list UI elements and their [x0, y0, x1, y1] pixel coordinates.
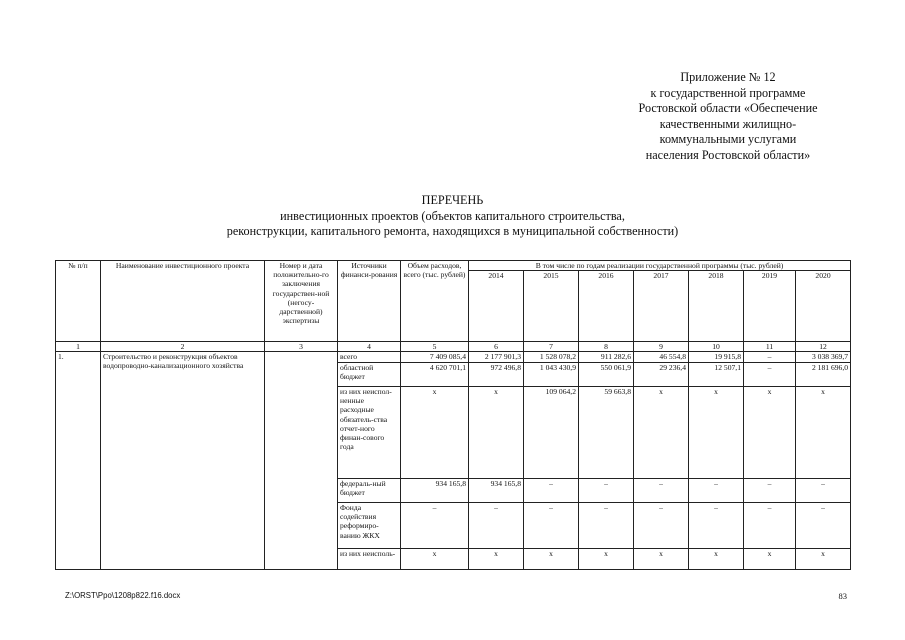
value-cell: 1 528 078,2	[524, 352, 579, 363]
value-cell: 550 061,9	[579, 363, 634, 387]
appendix-line: к государственной программе	[650, 85, 806, 100]
value-cell: 934 165,8	[401, 479, 469, 503]
appendix-block	[613, 70, 843, 164]
header-year: 2017	[634, 271, 689, 342]
header-year: 2014	[469, 271, 524, 342]
value-cell: –	[744, 363, 796, 387]
column-index: 9	[634, 342, 689, 352]
column-index: 5	[401, 342, 469, 352]
value-cell: х	[689, 549, 744, 570]
column-index: 11	[744, 342, 796, 352]
funding-source: Фонда содействия реформиро-ванию ЖКХ	[338, 503, 401, 549]
column-index: 12	[796, 342, 851, 352]
column-index: 6	[469, 342, 524, 352]
funding-source: из них неисполь-	[338, 549, 401, 570]
value-cell: 911 282,6	[579, 352, 634, 363]
value-cell: –	[524, 479, 579, 503]
header-years-group: В том числе по годам реализации государственной программы (тыс. рублей)	[469, 261, 851, 271]
value-cell: 109 064,2	[524, 387, 579, 479]
value-cell: 3 038 369,7	[796, 352, 851, 363]
column-index: 1	[56, 342, 101, 352]
investment-projects-table	[55, 260, 851, 570]
value-cell: х	[469, 549, 524, 570]
value-cell: –	[689, 479, 744, 503]
value-cell: х	[634, 387, 689, 479]
header-year: 2015	[524, 271, 579, 342]
value-cell: х	[401, 549, 469, 570]
header-row	[56, 261, 851, 271]
value-cell: х	[689, 387, 744, 479]
funding-source: всего	[338, 352, 401, 363]
funding-source: федераль-ный бюджет	[338, 479, 401, 503]
header-num: № п/п	[56, 261, 101, 342]
value-cell: х	[744, 549, 796, 570]
header-name: Наименование инвестиционного проекта	[101, 261, 265, 342]
header-expertise: Номер и дата положительно-го заключения государствен-ной (негосу-дарственной) экспертизы	[265, 261, 338, 342]
value-cell: –	[524, 503, 579, 549]
header-total: Объем расходов, всего (тыс. рублей)	[401, 261, 469, 342]
appendix-line: качественными жилищно-	[659, 116, 797, 131]
value-cell: –	[469, 503, 524, 549]
value-cell: х	[634, 549, 689, 570]
value-cell: 1 043 430,9	[524, 363, 579, 387]
column-index: 3	[265, 342, 338, 352]
value-cell: 2 177 901,3	[469, 352, 524, 363]
value-cell: –	[401, 503, 469, 549]
title-line-2: реконструкции, капитального ремонта, находящихся в муниципальной собственности)	[226, 224, 679, 239]
value-cell: 7 409 085,4	[401, 352, 469, 363]
value-cell: –	[634, 503, 689, 549]
value-cell: х	[744, 387, 796, 479]
project-num: 1.	[56, 352, 101, 570]
header-year: 2018	[689, 271, 744, 342]
project-expertise	[265, 352, 338, 570]
funding-source: областной бюджет	[338, 363, 401, 387]
value-cell: 46 554,8	[634, 352, 689, 363]
value-cell: –	[689, 503, 744, 549]
value-cell: х	[579, 549, 634, 570]
project-name: Строительство и реконструкция объектов водопроводно-канализационного хозяйства	[101, 352, 265, 570]
column-index: 7	[524, 342, 579, 352]
table-row	[56, 352, 851, 363]
header-year: 2020	[796, 271, 851, 342]
column-index: 2	[101, 342, 265, 352]
header-year: 2019	[744, 271, 796, 342]
funding-source: из них неиспол-ненные расходные обязатель-ства отчет-ного финан-сового года	[338, 387, 401, 479]
value-cell: 2 181 696,0	[796, 363, 851, 387]
value-cell: х	[401, 387, 469, 479]
column-index: 4	[338, 342, 401, 352]
value-cell: –	[579, 479, 634, 503]
value-cell: 934 165,8	[469, 479, 524, 503]
document-title	[0, 193, 905, 240]
value-cell: –	[796, 479, 851, 503]
column-index-row	[56, 342, 851, 352]
value-cell: –	[634, 479, 689, 503]
value-cell: х	[796, 387, 851, 479]
footer-file-path: Z:\ORST\Ppo\1208p822.f16.docx	[65, 591, 181, 600]
value-cell: –	[744, 479, 796, 503]
appendix-line: Приложение № 12	[680, 70, 776, 84]
appendix-line: населения Ростовской области»	[645, 147, 811, 162]
value-cell: х	[469, 387, 524, 479]
column-index: 8	[579, 342, 634, 352]
column-index: 10	[689, 342, 744, 352]
appendix-line: коммунальными услугами	[659, 132, 797, 147]
value-cell: 29 236,4	[634, 363, 689, 387]
header-year: 2016	[579, 271, 634, 342]
value-cell: 4 620 701,1	[401, 363, 469, 387]
value-cell: –	[744, 352, 796, 363]
appendix-line: Ростовской области «Обеспечение	[638, 101, 818, 116]
value-cell: х	[796, 549, 851, 570]
title-heading: ПЕРЕЧЕНЬ	[421, 193, 484, 207]
value-cell: –	[796, 503, 851, 549]
value-cell: 59 663,8	[579, 387, 634, 479]
value-cell: 972 496,8	[469, 363, 524, 387]
value-cell: –	[744, 503, 796, 549]
footer-page-number: 83	[838, 591, 847, 601]
header-source: Источники финанси-рования	[338, 261, 401, 342]
value-cell: 12 507,1	[689, 363, 744, 387]
value-cell: –	[579, 503, 634, 549]
title-line-1: инвестиционных проектов (объектов капитального строительства,	[280, 208, 625, 223]
value-cell: х	[524, 549, 579, 570]
value-cell: 19 915,8	[689, 352, 744, 363]
